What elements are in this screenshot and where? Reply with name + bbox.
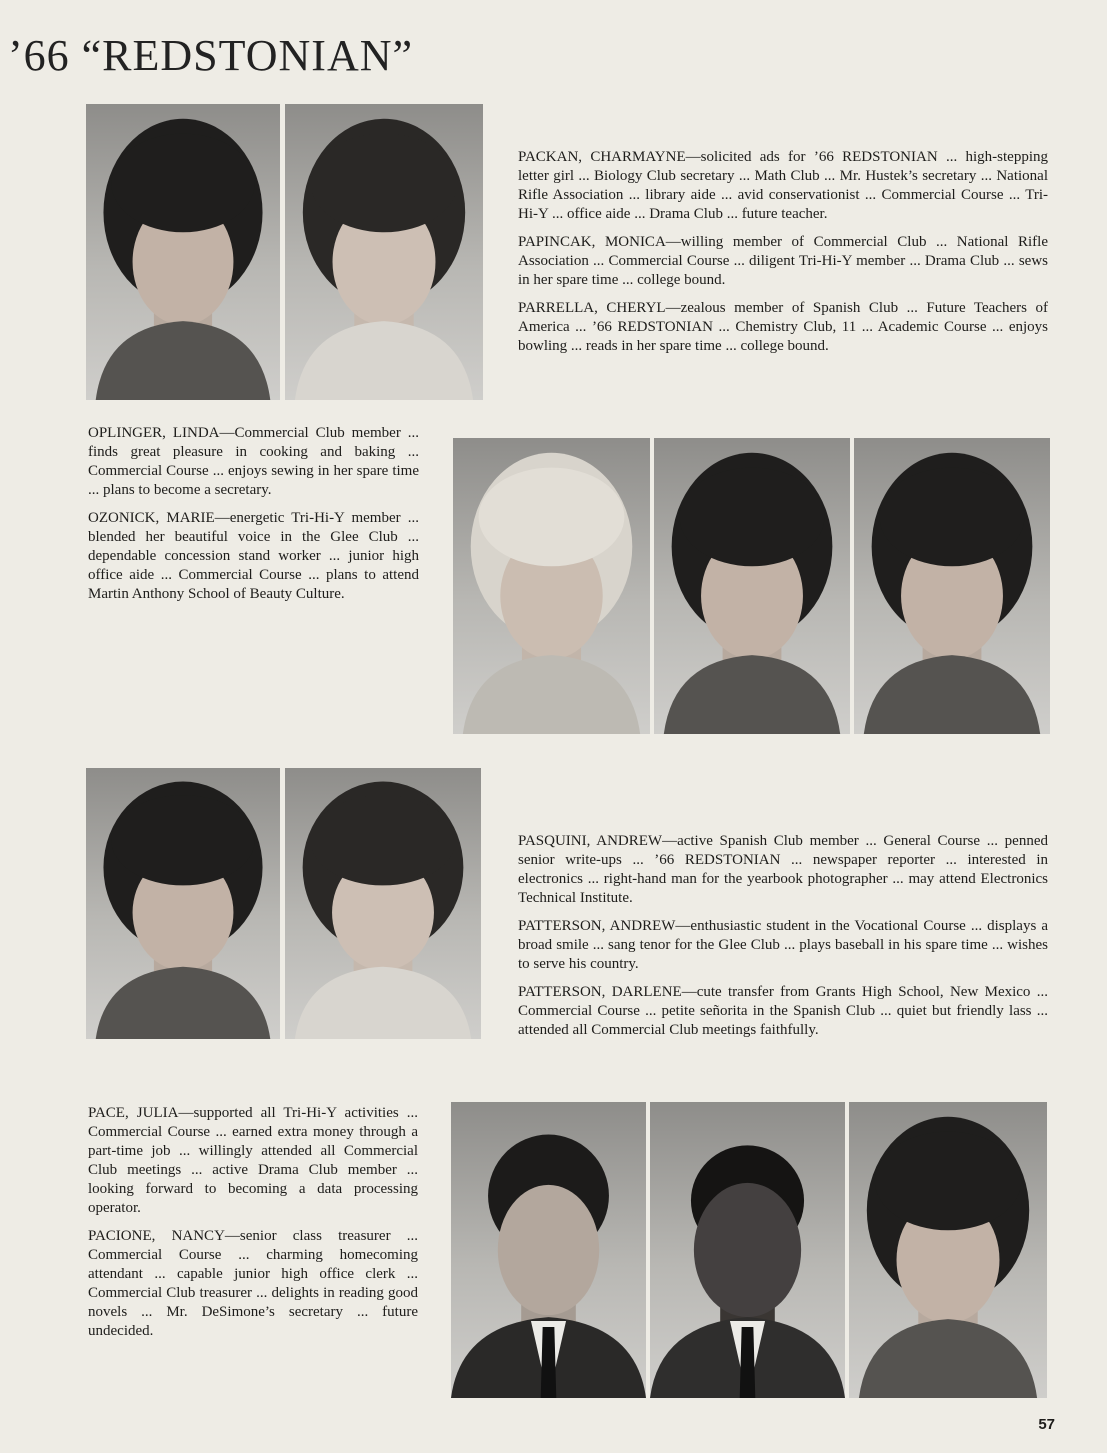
bio-papincak: PAPINCAK, MONICA—willing member of Commercial Club ... National Rifle Association ... Commercial Course ... diligent Tri-Hi-Y member ... Drama Club ... sews in her spare time ... college bound. [518, 234, 1048, 288]
bio-column-lower-right [518, 832, 1048, 1049]
portrait-photo-ozonick [285, 104, 483, 400]
portrait-photo-pacione [285, 768, 481, 1039]
bio-oplinger: OPLINGER, LINDA—Commercial Club member ... finds great pleasure in cooking and baking ... Commercial Course ... enjoys sewing in her spare time ... plans to become a secretary. [88, 425, 419, 498]
portrait-photo-patterson-andrew [650, 1102, 845, 1398]
bio-parrella: PARRELLA, CHERYL—zealous member of Spanish Club ... Future Teachers of America ... ’66 REDSTONIAN ... Chemistry Club, 11 ... Academic Course ... enjoys bowling ... reads in her spare time ... college bound. [518, 300, 1048, 354]
bio-column-top-right [518, 148, 1048, 365]
portrait-photo-papincak [654, 438, 850, 734]
bio-ozonick: OZONICK, MARIE—energetic Tri-Hi-Y member ... blended her beautiful voice in the Glee Club ... dependable concession stand worker ... junior high office aide ... Commercial Course ... plans to attend Martin Anthony School of Beauty Culture. [88, 510, 419, 602]
bio-column-lower-left [88, 1104, 418, 1350]
bio-pasquini: PASQUINI, ANDREW—active Spanish Club member ... General Course ... penned senior write-ups ... ’66 REDSTONIAN ... newspaper reporter ... interested in electronics ... right-hand man for the yearbook photographer ... may attend Electronics Technical Institute. [518, 833, 1048, 906]
portrait-photo-packan [453, 438, 650, 734]
bio-patterson-andrew: PATTERSON, ANDREW—enthusiastic student in the Vocational Course ... displays a broad smile ... sang tenor for the Glee Club ... plays baseball in his spare time ... wishes to serve his country. [518, 918, 1048, 972]
page-title: ’66 “REDSTONIAN” [8, 31, 414, 80]
portrait-photo-pasquini [451, 1102, 646, 1398]
bio-packan: PACKAN, CHARMAYNE—solicited ads for ’66 REDSTONIAN ... high-stepping letter girl ... Biology Club secretary ... Math Club ... Mr. Hustek’s secretary ... National Rifle Association ... library aide ... avid conservationist ... Commercial Course ... Tri-Hi-Y ... office aide ... Drama Club ... future teacher. [518, 149, 1048, 222]
page-number: 57 [1038, 1416, 1055, 1433]
bio-column-upper-left [88, 424, 419, 613]
bio-pacione: PACIONE, NANCY—senior class treasurer ... Commercial Course ... charming homecoming attendant ... capable junior high office clerk ... Commercial Club treasurer ... delights in reading good novels ... Mr. DeSimone’s secretary ... future undecided. [88, 1228, 418, 1339]
portrait-photo-parrella [854, 438, 1050, 734]
bio-pace: PACE, JULIA—supported all Tri-Hi-Y activities ... Commercial Course ... earned extra money through a part-time job ... willingly attended all Commercial Club meetings ... active Drama Club member ... looking forward to becoming a data processing operator. [88, 1105, 418, 1216]
portrait-photo-oplinger [86, 104, 280, 400]
bio-patterson-darlene: PATTERSON, DARLENE—cute transfer from Grants High School, New Mexico ... Commercial Course ... petite señorita in the Spanish Club ... quiet but friendly lass ... attended all Commercial Club meetings faithfully. [518, 984, 1048, 1038]
portrait-photo-patterson-darlene [849, 1102, 1047, 1398]
portrait-photo-pace [86, 768, 280, 1039]
